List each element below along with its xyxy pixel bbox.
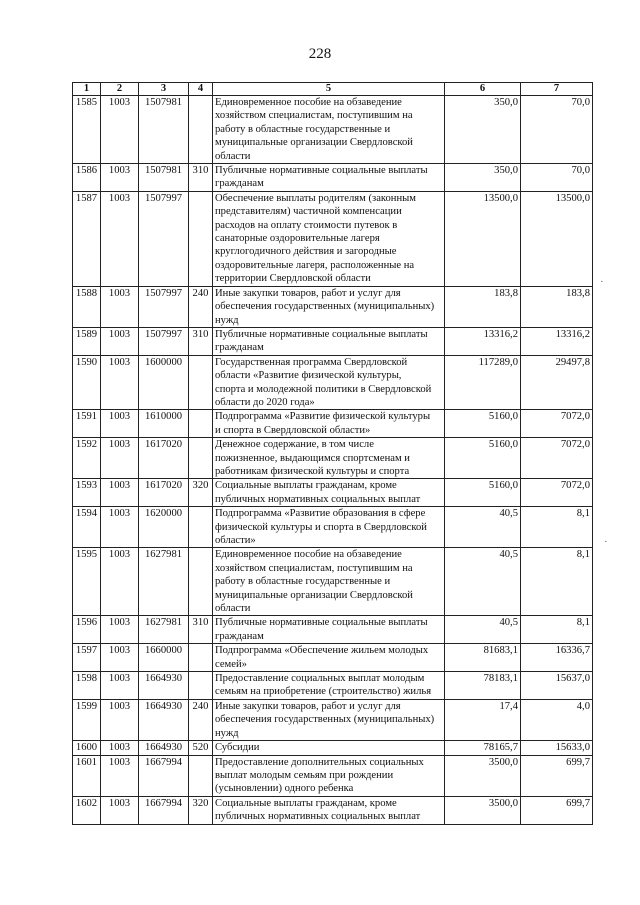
- expense-type-cell: [189, 755, 213, 796]
- amount-col6-cell: 5160,0: [445, 479, 521, 507]
- item-name-cell: [213, 796, 445, 824]
- target-article-cell: 1627981: [139, 616, 189, 644]
- section-code-cell: 1003: [101, 548, 139, 616]
- item-name-cell: [213, 479, 445, 507]
- amount-col7-cell: 13316,2: [521, 327, 593, 355]
- section-code-cell: 1003: [101, 96, 139, 164]
- section-code-cell: 1003: [101, 410, 139, 438]
- item-name-line: Субсидии: [215, 742, 260, 754]
- amount-col6-cell: 350,0: [445, 96, 521, 164]
- expense-type-cell: [189, 644, 213, 672]
- item-name-line: Подпрограмма «Развитие физической культуры: [215, 411, 431, 423]
- target-article-cell: 1664930: [139, 699, 189, 740]
- item-name-cell: [213, 327, 445, 355]
- amount-col6-cell: 117289,0: [445, 355, 521, 410]
- amount-col7-cell: 699,7: [521, 796, 593, 824]
- item-name-line: нужд: [215, 314, 239, 326]
- item-name-line: области»: [215, 535, 256, 546]
- amount-col6-cell: 3500,0: [445, 796, 521, 824]
- item-name-cell: [213, 191, 445, 286]
- item-name-line: пожизненное, выдающимся спортсменам и: [215, 452, 410, 464]
- row-number-cell: 1590: [73, 355, 101, 410]
- amount-col6-cell: 5160,0: [445, 438, 521, 479]
- item-name-line: муниципальные организации Свердловской: [215, 137, 413, 149]
- section-code-cell: 1003: [101, 741, 139, 755]
- col-header: 2: [101, 83, 139, 96]
- expense-type-cell: 310: [189, 616, 213, 644]
- item-name-line: Публичные нормативные социальные выплаты: [215, 165, 428, 177]
- section-code-cell: 1003: [101, 327, 139, 355]
- expense-type-cell: 240: [189, 699, 213, 740]
- item-name-line: муниципальные организации Свердловской: [215, 589, 413, 601]
- item-name-line: Публичные нормативные социальные выплаты: [215, 617, 428, 629]
- item-name-cell: [213, 355, 445, 410]
- col-header: 3: [139, 83, 189, 96]
- item-name-line: нужд: [215, 727, 239, 739]
- table-row: [73, 286, 593, 327]
- item-name-line: работникам физической культуры и спорта: [215, 465, 410, 477]
- row-number-cell: 1596: [73, 616, 101, 644]
- item-name-cell: [213, 438, 445, 479]
- target-article-cell: 1507997: [139, 286, 189, 327]
- expense-type-cell: 320: [189, 796, 213, 824]
- section-code-cell: 1003: [101, 286, 139, 327]
- table-row: [73, 672, 593, 700]
- table-body: [73, 96, 593, 825]
- item-name-line: Подпрограмма «Обеспечение жильем молодых: [215, 645, 429, 657]
- table-row: [73, 327, 593, 355]
- item-name-line: представителям) частичной компенсации: [215, 206, 402, 218]
- target-article-cell: 1620000: [139, 507, 189, 548]
- expense-type-cell: [189, 548, 213, 616]
- row-number-cell: 1591: [73, 410, 101, 438]
- expense-type-cell: [189, 438, 213, 479]
- table-row: [73, 479, 593, 507]
- item-name-line: семьям на приобретение (строительство) жилья: [215, 686, 432, 698]
- amount-col7-cell: 15637,0: [521, 672, 593, 700]
- item-name-line: Социальные выплаты гражданам, кроме: [215, 797, 397, 809]
- amount-col7-cell: 8,1: [521, 507, 593, 548]
- item-name-cell: [213, 96, 445, 164]
- item-name-line: выплат молодым семьям при рождении: [215, 769, 394, 781]
- item-name-line: санаторные оздоровительные лагеря: [215, 233, 380, 245]
- target-article-cell: 1667994: [139, 755, 189, 796]
- item-name-line: оздоровительные лагеря, расположенные на: [215, 259, 415, 271]
- amount-col7-cell: 15633,0: [521, 741, 593, 755]
- amount-col6-cell: 40,5: [445, 616, 521, 644]
- item-name-line: Социальные выплаты гражданам, кроме: [215, 480, 397, 492]
- item-name-line: Предоставление социальных выплат молодым: [215, 673, 425, 685]
- item-name-line: области до 2020 года»: [215, 396, 315, 408]
- section-code-cell: 1003: [101, 355, 139, 410]
- item-name-cell: [213, 699, 445, 740]
- amount-col6-cell: 40,5: [445, 507, 521, 548]
- item-name-line: обеспечения государственных (муниципальных): [215, 714, 435, 726]
- row-number-cell: 1595: [73, 548, 101, 616]
- table-row: [73, 548, 593, 616]
- amount-col7-cell: 29497,8: [521, 355, 593, 410]
- item-name-line: гражданам: [215, 342, 264, 354]
- amount-col6-cell: 17,4: [445, 699, 521, 740]
- item-name-line: физической культуры и спорта в Свердловской: [215, 521, 427, 533]
- item-name-line: работу в областные государственные и: [215, 123, 391, 135]
- row-number-cell: 1600: [73, 741, 101, 755]
- section-code-cell: 1003: [101, 699, 139, 740]
- amount-col7-cell: 699,7: [521, 755, 593, 796]
- target-article-cell: 1664930: [139, 672, 189, 700]
- target-article-cell: 1507981: [139, 96, 189, 164]
- section-code-cell: 1003: [101, 796, 139, 824]
- amount-col6-cell: 3500,0: [445, 755, 521, 796]
- item-name-line: гражданам: [215, 630, 264, 642]
- row-number-cell: 1587: [73, 191, 101, 286]
- section-code-cell: 1003: [101, 479, 139, 507]
- item-name-line: спорта и молодежной политики в Свердловской: [215, 383, 432, 395]
- amount-col6-cell: 350,0: [445, 164, 521, 192]
- item-name-line: Государственная программа Свердловской: [215, 356, 408, 368]
- item-name-line: Публичные нормативные социальные выплаты: [215, 328, 428, 340]
- target-article-cell: 1610000: [139, 410, 189, 438]
- table-row: [73, 438, 593, 479]
- section-code-cell: 1003: [101, 616, 139, 644]
- amount-col7-cell: 7072,0: [521, 438, 593, 479]
- item-name-line: Единовременное пособие на обзаведение: [215, 97, 402, 108]
- item-name-line: Иные закупки товаров, работ и услуг для: [215, 700, 401, 712]
- item-name-cell: [213, 507, 445, 548]
- expense-type-cell: [189, 410, 213, 438]
- item-name-line: работу в областные государственные и: [215, 576, 391, 588]
- expense-type-cell: 310: [189, 164, 213, 192]
- col-header: 4: [189, 83, 213, 96]
- table-row: [73, 755, 593, 796]
- item-name-line: публичных нормативных социальных выплат: [215, 493, 421, 505]
- amount-col6-cell: 183,8: [445, 286, 521, 327]
- item-name-cell: [213, 644, 445, 672]
- item-name-line: круглогодичного действия и загородные: [215, 246, 397, 258]
- page-number: 228: [308, 46, 332, 62]
- expense-type-cell: 320: [189, 479, 213, 507]
- table-row: [73, 164, 593, 192]
- item-name-line: хозяйством специалистам, поступившим на: [215, 562, 413, 574]
- section-code-cell: 1003: [101, 755, 139, 796]
- item-name-line: области: [215, 150, 251, 162]
- item-name-line: гражданам: [215, 178, 264, 190]
- item-name-cell: [213, 164, 445, 192]
- section-code-cell: 1003: [101, 672, 139, 700]
- target-article-cell: 1627981: [139, 548, 189, 616]
- item-name-line: области: [215, 603, 251, 615]
- row-number-cell: 1599: [73, 699, 101, 740]
- expense-type-cell: 240: [189, 286, 213, 327]
- expense-type-cell: [189, 355, 213, 410]
- table-row: [73, 699, 593, 740]
- item-name-cell: [213, 286, 445, 327]
- item-name-line: Обеспечение выплаты родителям (законным: [215, 192, 416, 204]
- table-row: [73, 616, 593, 644]
- target-article-cell: 1507997: [139, 327, 189, 355]
- row-number-cell: 1602: [73, 796, 101, 824]
- amount-col7-cell: 8,1: [521, 616, 593, 644]
- item-name-line: хозяйством специалистам, поступившим на: [215, 110, 413, 122]
- expense-type-cell: 310: [189, 327, 213, 355]
- target-article-cell: 1617020: [139, 438, 189, 479]
- target-article-cell: 1660000: [139, 644, 189, 672]
- amount-col7-cell: 13500,0: [521, 191, 593, 286]
- amount-col7-cell: 8,1: [521, 548, 593, 616]
- table-row: [73, 796, 593, 824]
- amount-col7-cell: 16336,7: [521, 644, 593, 672]
- row-number-cell: 1593: [73, 479, 101, 507]
- amount-col6-cell: 81683,1: [445, 644, 521, 672]
- target-article-cell: 1507981: [139, 164, 189, 192]
- item-name-line: и спорта в Свердловской области»: [215, 424, 371, 436]
- section-code-cell: 1003: [101, 644, 139, 672]
- amount-col6-cell: 78183,1: [445, 672, 521, 700]
- col-header: 6: [445, 83, 521, 96]
- col-header: 7: [521, 83, 593, 96]
- amount-col6-cell: 13500,0: [445, 191, 521, 286]
- table-row: [73, 96, 593, 164]
- row-number-cell: 1594: [73, 507, 101, 548]
- section-code-cell: 1003: [101, 164, 139, 192]
- item-name-line: Денежное содержание, в том числе: [215, 439, 374, 451]
- amount-col7-cell: 183,8: [521, 286, 593, 327]
- table-row: [73, 507, 593, 548]
- item-name-cell: [213, 616, 445, 644]
- row-number-cell: 1588: [73, 286, 101, 327]
- item-name-cell: [213, 548, 445, 616]
- section-code-cell: 1003: [101, 438, 139, 479]
- amount-col7-cell: 7072,0: [521, 479, 593, 507]
- row-number-cell: 1586: [73, 164, 101, 192]
- target-article-cell: 1664930: [139, 741, 189, 755]
- row-number-cell: 1585: [73, 96, 101, 164]
- target-article-cell: 1667994: [139, 796, 189, 824]
- expense-type-cell: [189, 96, 213, 164]
- item-name-line: публичных нормативных социальных выплат: [215, 811, 421, 823]
- section-code-cell: 1003: [101, 507, 139, 548]
- table-row: [73, 644, 593, 672]
- table-row: [73, 355, 593, 410]
- target-article-cell: 1507997: [139, 191, 189, 286]
- amount-col7-cell: 7072,0: [521, 410, 593, 438]
- expense-type-cell: [189, 191, 213, 286]
- expense-type-cell: [189, 507, 213, 548]
- table-row: [73, 191, 593, 286]
- item-name-cell: [213, 741, 445, 755]
- amount-col6-cell: 5160,0: [445, 410, 521, 438]
- target-article-cell: 1617020: [139, 479, 189, 507]
- row-number-cell: 1597: [73, 644, 101, 672]
- scan-mark: ·: [600, 276, 604, 288]
- section-code-cell: 1003: [101, 191, 139, 286]
- item-name-line: области «Развитие физической культуры,: [215, 370, 402, 382]
- amount-col6-cell: 40,5: [445, 548, 521, 616]
- amount-col7-cell: 70,0: [521, 164, 593, 192]
- item-name-line: обеспечения государственных (муниципальных): [215, 301, 435, 313]
- item-name-line: Иные закупки товаров, работ и услуг для: [215, 287, 401, 299]
- target-article-cell: 1600000: [139, 355, 189, 410]
- table-row: [73, 741, 593, 755]
- amount-col7-cell: 70,0: [521, 96, 593, 164]
- table-row: [73, 410, 593, 438]
- item-name-line: Предоставление дополнительных социальных: [215, 756, 424, 768]
- col-header: 5: [213, 83, 445, 96]
- scan-mark: ·: [604, 536, 608, 548]
- col-header: 1: [73, 83, 101, 96]
- row-number-cell: 1589: [73, 327, 101, 355]
- row-number-cell: 1598: [73, 672, 101, 700]
- row-number-cell: 1601: [73, 755, 101, 796]
- expense-type-cell: 520: [189, 741, 213, 755]
- item-name-line: Единовременное пособие на обзаведение: [215, 549, 402, 561]
- expense-type-cell: [189, 672, 213, 700]
- amount-col7-cell: 4,0: [521, 699, 593, 740]
- item-name-line: территории Свердловской области: [215, 273, 371, 285]
- row-number-cell: 1592: [73, 438, 101, 479]
- item-name-cell: [213, 672, 445, 700]
- amount-col6-cell: 13316,2: [445, 327, 521, 355]
- item-name-line: (усыновлении) одного ребенка: [215, 783, 354, 795]
- item-name-line: Подпрограмма «Развитие образования в сфере: [215, 508, 426, 520]
- item-name-line: семей»: [215, 658, 247, 670]
- header-row: [73, 83, 593, 96]
- item-name-cell: [213, 410, 445, 438]
- item-name-cell: [213, 755, 445, 796]
- budget-table: [72, 82, 593, 825]
- amount-col6-cell: 78165,7: [445, 741, 521, 755]
- item-name-line: расходов на оплату стоимости путевок в: [215, 219, 398, 231]
